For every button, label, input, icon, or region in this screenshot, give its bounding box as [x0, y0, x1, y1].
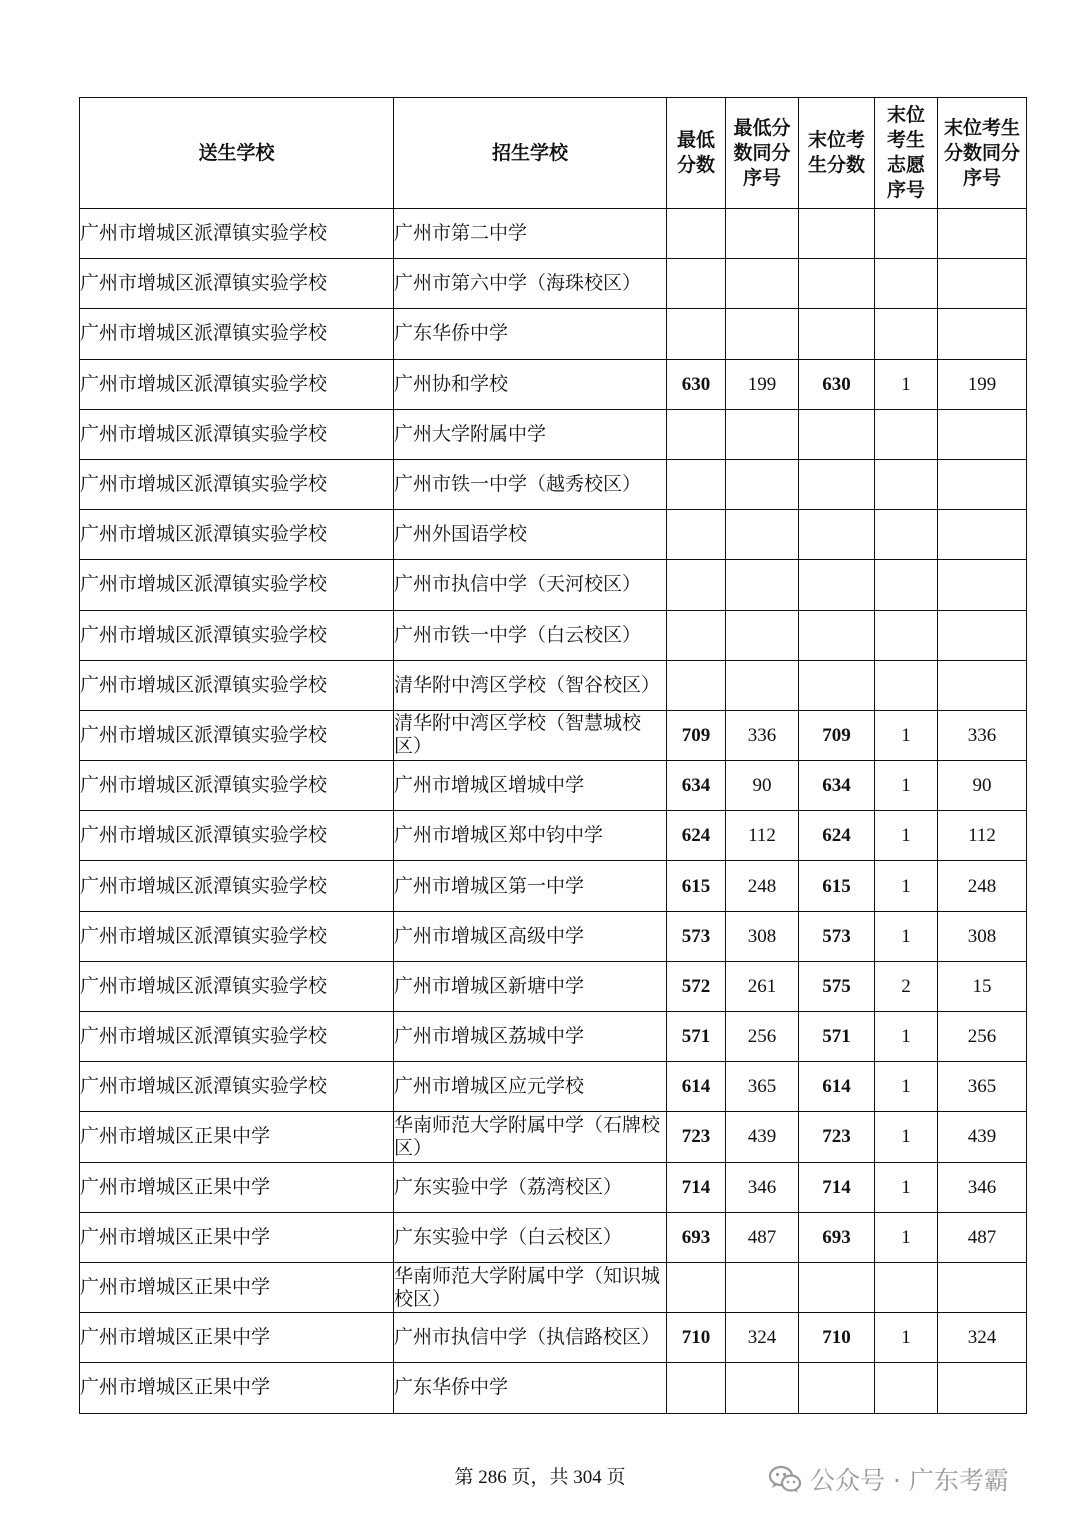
- cell-min-score: 614: [667, 1062, 726, 1112]
- cell-last-score: [799, 560, 875, 610]
- cell-last-wish: 1: [875, 1212, 938, 1262]
- cell-last-wish: [875, 309, 938, 359]
- cell-min-rank: 346: [726, 1162, 799, 1212]
- cell-last-wish: 1: [875, 861, 938, 911]
- cell-min-score: 714: [667, 1162, 726, 1212]
- cell-last-wish: 1: [875, 359, 938, 409]
- cell-send-school: 广州市增城区派潭镇实验学校: [80, 309, 394, 359]
- table-row: [80, 710, 1027, 760]
- cell-last-rank: [938, 1262, 1027, 1312]
- table-row: [80, 409, 1027, 459]
- header-line: 志愿: [886, 154, 925, 176]
- cell-send-school: 广州市增城区正果中学: [80, 1313, 394, 1363]
- header-min-score: [667, 98, 726, 209]
- cell-min-rank: 248: [726, 861, 799, 911]
- cell-send-school: 广州市增城区派潭镇实验学校: [80, 710, 394, 760]
- cell-last-score: 575: [799, 961, 875, 1011]
- cell-recv-school: 广州市增城区第一中学: [394, 861, 667, 911]
- cell-last-rank: 336: [938, 710, 1027, 760]
- header-line: 送生学校: [198, 141, 275, 164]
- cell-recv-school: 华南师范大学附属中学（知识城校区）: [394, 1262, 667, 1312]
- cell-min-score: [667, 209, 726, 259]
- cell-send-school: 广州市增城区派潭镇实验学校: [80, 359, 394, 409]
- cell-recv-school: 广州市执信中学（天河校区）: [394, 560, 667, 610]
- cell-last-wish: 1: [875, 911, 938, 961]
- cell-last-rank: [938, 660, 1027, 710]
- cell-recv-school: 广州市铁一中学（白云校区）: [394, 610, 667, 660]
- header-line: 数同分: [733, 141, 791, 164]
- cell-send-school: 广州市增城区派潭镇实验学校: [80, 660, 394, 710]
- cell-last-rank: 256: [938, 1012, 1027, 1062]
- cell-last-score: 714: [799, 1162, 875, 1212]
- cell-send-school: 广州市增城区派潭镇实验学校: [80, 811, 394, 861]
- cell-last-rank: [938, 409, 1027, 459]
- cell-recv-school: 广州市增城区新塘中学: [394, 961, 667, 1011]
- table-row: [80, 861, 1027, 911]
- cell-min-score: 693: [667, 1212, 726, 1262]
- cell-last-score: [799, 1363, 875, 1413]
- cell-last-rank: 346: [938, 1162, 1027, 1212]
- page-number: 第 286 页，共 304 页: [454, 1467, 626, 1488]
- cell-last-score: [799, 309, 875, 359]
- table-row: [80, 259, 1027, 309]
- cell-min-score: [667, 1262, 726, 1312]
- table-row: [80, 811, 1027, 861]
- cell-last-score: [799, 209, 875, 259]
- table-row: [80, 961, 1027, 1011]
- table-body: [80, 209, 1027, 1414]
- cell-send-school: 广州市增城区派潭镇实验学校: [80, 259, 394, 309]
- cell-last-wish: [875, 1262, 938, 1312]
- header-last-score: [799, 98, 875, 209]
- watermark-text: 公众号 · 广东考霸: [810, 1466, 1009, 1495]
- table-row: [80, 1363, 1027, 1413]
- cell-last-score: [799, 660, 875, 710]
- cell-last-score: 723: [799, 1112, 875, 1162]
- cell-recv-school: 广州市增城区荔城中学: [394, 1012, 667, 1062]
- cell-send-school: 广州市增城区派潭镇实验学校: [80, 1012, 394, 1062]
- cell-last-wish: 1: [875, 761, 938, 811]
- cell-last-rank: 90: [938, 761, 1027, 811]
- cell-last-wish: 1: [875, 1313, 938, 1363]
- header-min-rank: [726, 98, 799, 209]
- cell-last-score: 571: [799, 1012, 875, 1062]
- cell-send-school: 广州市增城区派潭镇实验学校: [80, 1062, 394, 1112]
- cell-last-rank: [938, 309, 1027, 359]
- cell-last-score: [799, 1262, 875, 1312]
- header-line: 末位考生: [943, 116, 1020, 139]
- cell-last-rank: [938, 259, 1027, 309]
- cell-min-rank: 112: [726, 811, 799, 861]
- cell-min-score: 709: [667, 710, 726, 760]
- cell-send-school: 广州市增城区派潭镇实验学校: [80, 409, 394, 459]
- cell-min-rank: 324: [726, 1313, 799, 1363]
- cell-send-school: 广州市增城区派潭镇实验学校: [80, 861, 394, 911]
- cell-min-score: 571: [667, 1012, 726, 1062]
- cell-min-rank: [726, 610, 799, 660]
- cell-send-school: 广州市增城区派潭镇实验学校: [80, 560, 394, 610]
- cell-last-rank: 324: [938, 1313, 1027, 1363]
- header-line: 考生: [886, 129, 925, 151]
- cell-last-wish: 1: [875, 1112, 938, 1162]
- table-row: [80, 660, 1027, 710]
- cell-send-school: 广州市增城区正果中学: [80, 1212, 394, 1262]
- cell-last-wish: [875, 1363, 938, 1413]
- table-row: [80, 1313, 1027, 1363]
- cell-send-school: 广州市增城区正果中学: [80, 1363, 394, 1413]
- cell-min-score: 572: [667, 961, 726, 1011]
- cell-min-score: 615: [667, 861, 726, 911]
- cell-last-wish: [875, 409, 938, 459]
- cell-last-wish: 1: [875, 1062, 938, 1112]
- cell-last-rank: [938, 560, 1027, 610]
- cell-min-rank: [726, 560, 799, 610]
- cell-send-school: 广州市增城区派潭镇实验学校: [80, 761, 394, 811]
- cell-last-score: 710: [799, 1313, 875, 1363]
- cell-min-rank: 199: [726, 359, 799, 409]
- cell-send-school: 广州市增城区正果中学: [80, 1262, 394, 1312]
- cell-last-score: 634: [799, 761, 875, 811]
- cell-recv-school: 广州市增城区增城中学: [394, 761, 667, 811]
- cell-min-score: 573: [667, 911, 726, 961]
- cell-last-wish: 1: [875, 811, 938, 861]
- cell-last-wish: [875, 510, 938, 560]
- cell-send-school: 广州市增城区正果中学: [80, 1162, 394, 1212]
- table-row: [80, 209, 1027, 259]
- cell-min-score: 723: [667, 1112, 726, 1162]
- cell-recv-school: 广州市增城区郑中钧中学: [394, 811, 667, 861]
- cell-send-school: 广州市增城区派潭镇实验学校: [80, 961, 394, 1011]
- header-line: 序号: [962, 166, 1001, 189]
- cell-last-score: 614: [799, 1062, 875, 1112]
- cell-last-score: 573: [799, 911, 875, 961]
- cell-last-wish: 1: [875, 1012, 938, 1062]
- cell-min-rank: [726, 459, 799, 509]
- cell-last-wish: [875, 209, 938, 259]
- cell-last-score: 615: [799, 861, 875, 911]
- cell-min-score: [667, 309, 726, 359]
- header-line: 序号: [886, 179, 925, 201]
- header-line: 分数同分: [943, 141, 1020, 164]
- cell-recv-school: 广东实验中学（荔湾校区）: [394, 1162, 667, 1212]
- cell-min-rank: [726, 309, 799, 359]
- cell-last-score: 630: [799, 359, 875, 409]
- cell-min-score: [667, 610, 726, 660]
- cell-recv-school: 华南师范大学附属中学（石牌校区）: [394, 1112, 667, 1162]
- cell-min-rank: 365: [726, 1062, 799, 1112]
- cell-min-rank: [726, 510, 799, 560]
- cell-min-rank: 336: [726, 710, 799, 760]
- cell-min-score: [667, 560, 726, 610]
- cell-last-rank: 15: [938, 961, 1027, 1011]
- cell-min-rank: [726, 259, 799, 309]
- header-line: 序号: [742, 166, 781, 189]
- cell-last-wish: 1: [875, 710, 938, 760]
- table-row: [80, 1162, 1027, 1212]
- cell-last-wish: [875, 259, 938, 309]
- cell-min-rank: 90: [726, 761, 799, 811]
- cell-recv-school: 广州协和学校: [394, 359, 667, 409]
- cell-last-score: [799, 259, 875, 309]
- table-row: [80, 610, 1027, 660]
- cell-min-score: 630: [667, 359, 726, 409]
- cell-recv-school: 广州市执信中学（执信路校区）: [394, 1313, 667, 1363]
- cell-last-rank: 439: [938, 1112, 1027, 1162]
- header-line: 生分数: [807, 154, 865, 176]
- cell-last-score: 709: [799, 710, 875, 760]
- table-row: [80, 1262, 1027, 1312]
- table-row: [80, 1012, 1027, 1062]
- cell-last-wish: 1: [875, 1162, 938, 1212]
- cell-last-rank: [938, 209, 1027, 259]
- table-row: [80, 560, 1027, 610]
- cell-recv-school: 广州外国语学校: [394, 510, 667, 560]
- cell-min-score: [667, 409, 726, 459]
- header-recv-school: [394, 98, 667, 209]
- cell-last-rank: 248: [938, 861, 1027, 911]
- cell-min-rank: [726, 409, 799, 459]
- cell-min-score: [667, 259, 726, 309]
- cell-last-wish: 2: [875, 961, 938, 1011]
- cell-min-rank: [726, 209, 799, 259]
- cell-send-school: 广州市增城区正果中学: [80, 1112, 394, 1162]
- cell-last-score: [799, 459, 875, 509]
- header-line: 分数: [676, 154, 715, 176]
- cell-min-rank: [726, 1363, 799, 1413]
- table-row: [80, 1112, 1027, 1162]
- cell-recv-school: 广州市增城区应元学校: [394, 1062, 667, 1112]
- cell-recv-school: 广州市第六中学（海珠校区）: [394, 259, 667, 309]
- cell-last-rank: [938, 459, 1027, 509]
- cell-min-rank: 439: [726, 1112, 799, 1162]
- cell-last-wish: [875, 560, 938, 610]
- header-line: 末位考: [807, 129, 865, 151]
- header-line: 招生学校: [491, 141, 568, 164]
- cell-recv-school: 广东华侨中学: [394, 1363, 667, 1413]
- cell-recv-school: 广州市铁一中学（越秀校区）: [394, 459, 667, 509]
- cell-last-rank: 308: [938, 911, 1027, 961]
- cell-min-rank: 261: [726, 961, 799, 1011]
- cell-last-score: [799, 409, 875, 459]
- header-last-wish: [875, 98, 938, 209]
- cell-recv-school: 广州市增城区高级中学: [394, 911, 667, 961]
- cell-min-rank: [726, 1262, 799, 1312]
- table-row: [80, 309, 1027, 359]
- score-table: [79, 97, 1027, 1414]
- cell-min-score: [667, 1363, 726, 1413]
- cell-min-rank: 487: [726, 1212, 799, 1262]
- table-row: [80, 459, 1027, 509]
- table-row: [80, 510, 1027, 560]
- cell-last-score: [799, 510, 875, 560]
- cell-min-score: [667, 459, 726, 509]
- cell-min-rank: 256: [726, 1012, 799, 1062]
- header-line: 末位: [886, 104, 925, 126]
- cell-last-rank: 365: [938, 1062, 1027, 1112]
- cell-last-wish: [875, 610, 938, 660]
- cell-min-score: 624: [667, 811, 726, 861]
- cell-last-rank: 199: [938, 359, 1027, 409]
- cell-last-rank: 112: [938, 811, 1027, 861]
- cell-min-score: [667, 510, 726, 560]
- header-line: 最低分: [733, 116, 791, 139]
- cell-min-rank: 308: [726, 911, 799, 961]
- cell-send-school: 广州市增城区派潭镇实验学校: [80, 911, 394, 961]
- cell-min-rank: [726, 660, 799, 710]
- cell-min-score: 634: [667, 761, 726, 811]
- watermark: [768, 1461, 1009, 1497]
- table-row: [80, 1212, 1027, 1262]
- table-row: [80, 1062, 1027, 1112]
- header-line: 最低: [676, 129, 715, 151]
- header-send-school: [80, 98, 394, 209]
- cell-send-school: 广州市增城区派潭镇实验学校: [80, 610, 394, 660]
- table-row: [80, 761, 1027, 811]
- table-row: [80, 359, 1027, 409]
- cell-last-rank: [938, 610, 1027, 660]
- cell-send-school: 广州市增城区派潭镇实验学校: [80, 209, 394, 259]
- cell-last-wish: [875, 660, 938, 710]
- cell-recv-school: 广东实验中学（白云校区）: [394, 1212, 667, 1262]
- cell-min-score: 710: [667, 1313, 726, 1363]
- cell-recv-school: 广州市第二中学: [394, 209, 667, 259]
- header-last-rank: [938, 98, 1027, 209]
- cell-send-school: 广州市增城区派潭镇实验学校: [80, 510, 394, 560]
- cell-last-score: 693: [799, 1212, 875, 1262]
- table-header-row: [80, 98, 1027, 209]
- cell-last-rank: [938, 510, 1027, 560]
- cell-recv-school: 清华附中湾区学校（智慧城校区）: [394, 710, 667, 760]
- cell-recv-school: 广东华侨中学: [394, 309, 667, 359]
- cell-recv-school: 清华附中湾区学校（智谷校区）: [394, 660, 667, 710]
- wechat-icon: [768, 1464, 802, 1494]
- cell-last-rank: [938, 1363, 1027, 1413]
- cell-send-school: 广州市增城区派潭镇实验学校: [80, 459, 394, 509]
- table-row: [80, 911, 1027, 961]
- cell-last-score: 624: [799, 811, 875, 861]
- cell-last-score: [799, 610, 875, 660]
- cell-last-rank: 487: [938, 1212, 1027, 1262]
- cell-min-score: [667, 660, 726, 710]
- cell-last-wish: [875, 459, 938, 509]
- cell-recv-school: 广州大学附属中学: [394, 409, 667, 459]
